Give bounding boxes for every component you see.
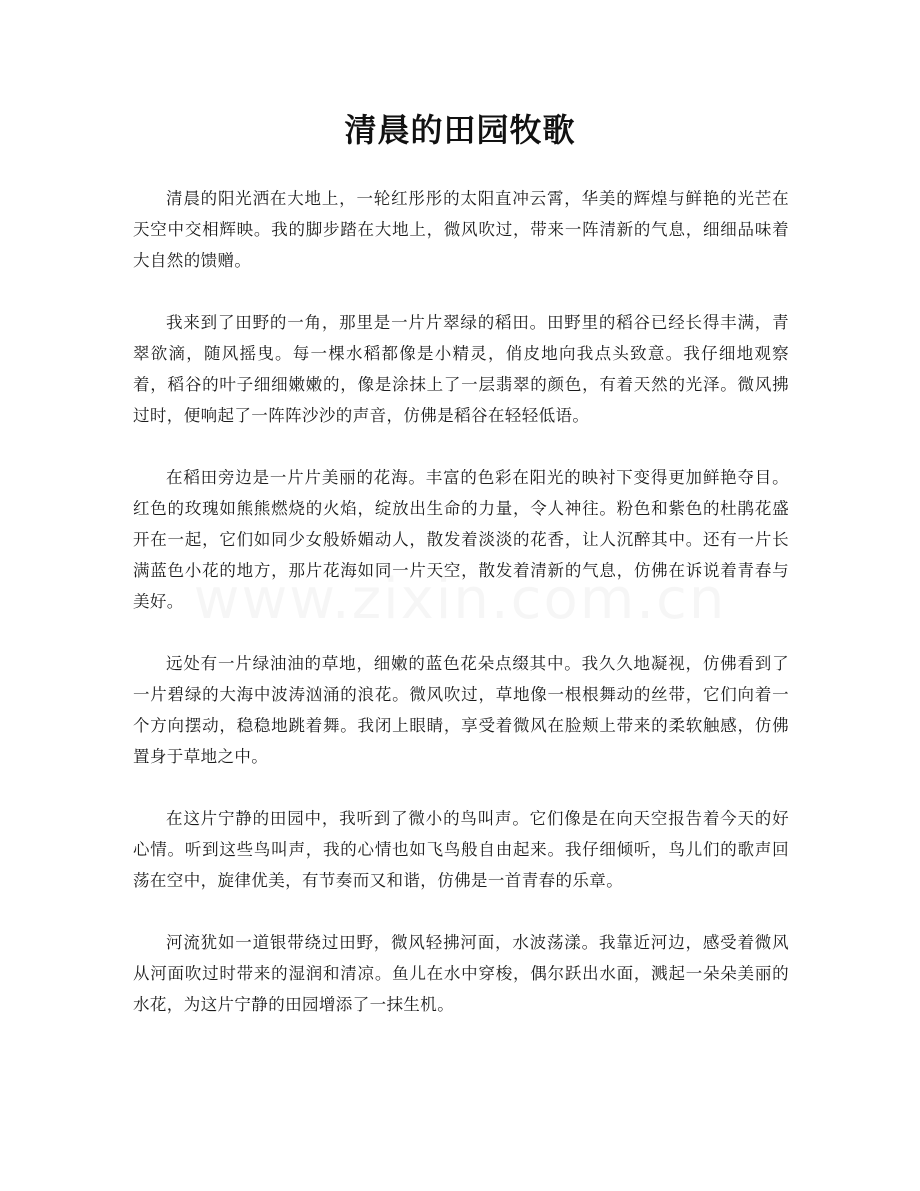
document-body bbox=[133, 183, 789, 1051]
paragraph: 在稻田旁边是一片片美丽的花海。丰富的色彩在阳光的映衬下变得更加鲜艳夺目。红色的玫瑰如熊熊燃烧的火焰，绽放出生命的力量，令人神往。粉色和紫色的杜鹃花盛开在一起，它们如同少女般娇媚动人，散发着淡淡的花香，让人沉醉其中。还有一片长满蓝色小花的地方，那片花海如同一片天空，散发着清新的气息，仿佛在诉说着青春与美好。 bbox=[133, 468, 789, 611]
paragraph: 远处有一片绿油油的草地，细嫩的蓝色花朵点缀其中。我久久地凝视，仿佛看到了一片碧绿的大海中波涛汹涌的浪花。微风吹过，草地像一根根舞动的丝带，它们向着一个方向摆动，稳稳地跳着舞。我闭上眼睛，享受着微风在脸颊上带来的柔软触感，仿佛置身于草地之中。 bbox=[133, 654, 789, 766]
paragraph: 清晨的阳光洒在大地上，一轮红彤彤的太阳直冲云霄，华美的辉煌与鲜艳的光芒在天空中交相辉映。我的脚步踏在大地上，微风吹过，带来一阵清新的气息，细细品味着大自然的馈赠。 bbox=[133, 189, 789, 270]
paragraph: 在这片宁静的田园中，我听到了微小的鸟叫声。它们像是在向天空报告着今天的好心情。听到这些鸟叫声，我的心情也如飞鸟般自由起来。我仔细倾听，鸟儿们的歌声回荡在空中，旋律优美，有节奏而又和谐，仿佛是一首青春的乐章。 bbox=[133, 809, 789, 890]
paragraph: 河流犹如一道银带绕过田野，微风轻拂河面，水波荡漾。我靠近河边，感受着微风从河面吹过时带来的湿润和清凉。鱼儿在水中穿梭，偶尔跃出水面，溅起一朵朵美丽的水花，为这片宁静的田园增添了一抹生机。 bbox=[133, 933, 789, 1014]
document-title: 清晨的田园牧歌 bbox=[344, 111, 576, 149]
paragraph: 我来到了田野的一角，那里是一片片翠绿的稻田。田野里的稻谷已经长得丰满，青翠欲滴，随风摇曳。每一棵水稻都像是小精灵，俏皮地向我点头致意。我仔细地观察着，稻谷的叶子细细嫩嫩的，像是涂抹上了一层翡翠的颜色，有着天然的光泽。微风拂过时，便响起了一阵阵沙沙的声音，仿佛是稻谷在轻轻低语。 bbox=[133, 313, 789, 425]
